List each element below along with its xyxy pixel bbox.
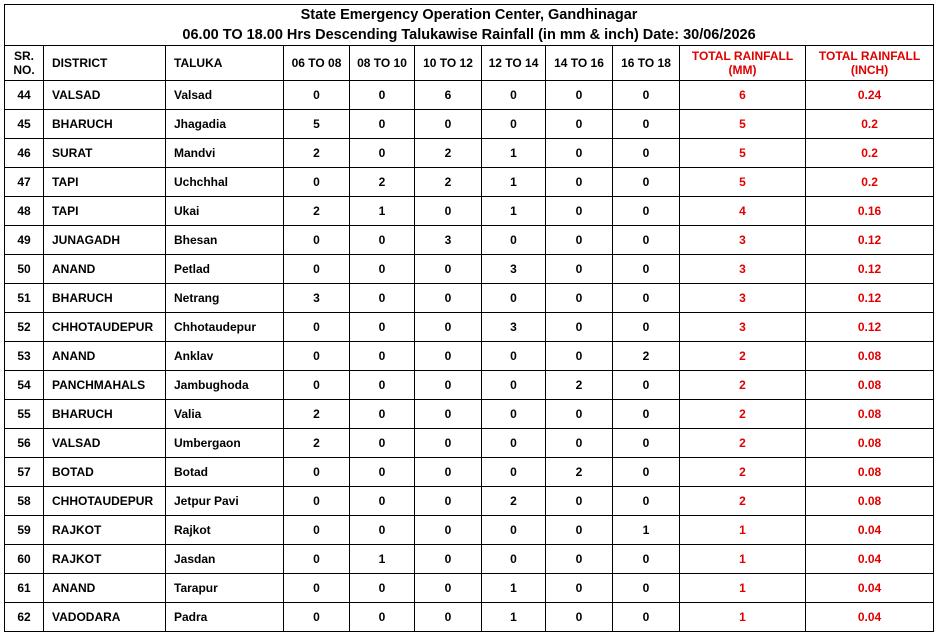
cell-rain-16-18: 0 xyxy=(613,255,680,284)
cell-taluka: Rajkot xyxy=(166,516,284,545)
cell-total-mm: 1 xyxy=(680,574,806,603)
cell-total-mm: 5 xyxy=(680,139,806,168)
cell-rain-10-12: 0 xyxy=(415,545,482,574)
cell-rain-14-16: 0 xyxy=(546,603,613,632)
cell-rain-14-16: 2 xyxy=(546,371,613,400)
cell-rain-16-18: 0 xyxy=(613,284,680,313)
table-row xyxy=(5,400,934,429)
cell-taluka: Anklav xyxy=(166,342,284,371)
cell-taluka: Jambughoda xyxy=(166,371,284,400)
cell-rain-10-12: 0 xyxy=(415,487,482,516)
cell-total-mm: 2 xyxy=(680,400,806,429)
table-row xyxy=(5,429,934,458)
cell-taluka: Valsad xyxy=(166,81,284,110)
report-title: State Emergency Operation Center, Gandhinagar xyxy=(5,5,934,26)
cell-sr-no: 60 xyxy=(5,545,44,574)
cell-taluka: Petlad xyxy=(166,255,284,284)
cell-district: PANCHMAHALS xyxy=(44,371,166,400)
cell-sr-no: 56 xyxy=(5,429,44,458)
cell-district: VADODARA xyxy=(44,603,166,632)
cell-rain-16-18: 0 xyxy=(613,81,680,110)
cell-sr-no: 52 xyxy=(5,313,44,342)
cell-district: BHARUCH xyxy=(44,284,166,313)
cell-total-mm: 6 xyxy=(680,81,806,110)
cell-total-mm: 5 xyxy=(680,110,806,139)
cell-sr-no: 58 xyxy=(5,487,44,516)
table-row xyxy=(5,342,934,371)
cell-district: ANAND xyxy=(44,342,166,371)
cell-rain-10-12: 0 xyxy=(415,313,482,342)
cell-rain-06-08: 3 xyxy=(284,284,350,313)
cell-rain-06-08: 0 xyxy=(284,458,350,487)
cell-rain-06-08: 0 xyxy=(284,81,350,110)
cell-total-inch: 0.12 xyxy=(806,313,934,342)
cell-rain-16-18: 1 xyxy=(613,516,680,545)
cell-rain-10-12: 0 xyxy=(415,342,482,371)
cell-rain-08-10: 0 xyxy=(350,400,415,429)
cell-rain-10-12: 0 xyxy=(415,574,482,603)
cell-total-mm: 2 xyxy=(680,429,806,458)
cell-taluka: Netrang xyxy=(166,284,284,313)
rainfall-table xyxy=(4,4,934,632)
cell-total-mm: 3 xyxy=(680,255,806,284)
cell-sr-no: 53 xyxy=(5,342,44,371)
cell-district: VALSAD xyxy=(44,429,166,458)
cell-rain-16-18: 0 xyxy=(613,603,680,632)
table-row xyxy=(5,197,934,226)
cell-rain-12-14: 0 xyxy=(482,371,546,400)
cell-district: CHHOTAUDEPUR xyxy=(44,487,166,516)
table-row xyxy=(5,255,934,284)
cell-district: VALSAD xyxy=(44,81,166,110)
table-row xyxy=(5,81,934,110)
cell-rain-06-08: 5 xyxy=(284,110,350,139)
cell-rain-08-10: 0 xyxy=(350,284,415,313)
col-10-12: 10 TO 12 xyxy=(415,46,482,81)
cell-total-inch: 0.04 xyxy=(806,545,934,574)
cell-rain-12-14: 1 xyxy=(482,139,546,168)
column-header-row xyxy=(5,46,934,81)
cell-rain-12-14: 0 xyxy=(482,516,546,545)
cell-rain-12-14: 0 xyxy=(482,545,546,574)
cell-rain-08-10: 0 xyxy=(350,429,415,458)
cell-rain-10-12: 2 xyxy=(415,139,482,168)
col-14-16: 14 TO 16 xyxy=(546,46,613,81)
cell-total-inch: 0.24 xyxy=(806,81,934,110)
cell-district: JUNAGADH xyxy=(44,226,166,255)
cell-total-mm: 3 xyxy=(680,284,806,313)
cell-rain-14-16: 0 xyxy=(546,429,613,458)
cell-taluka: Jhagadia xyxy=(166,110,284,139)
cell-district: TAPI xyxy=(44,168,166,197)
cell-taluka: Jetpur Pavi xyxy=(166,487,284,516)
cell-taluka: Bhesan xyxy=(166,226,284,255)
cell-rain-10-12: 0 xyxy=(415,255,482,284)
cell-rain-16-18: 0 xyxy=(613,574,680,603)
cell-rain-16-18: 0 xyxy=(613,139,680,168)
table-row xyxy=(5,110,934,139)
cell-rain-06-08: 0 xyxy=(284,342,350,371)
cell-rain-14-16: 0 xyxy=(546,226,613,255)
cell-rain-06-08: 2 xyxy=(284,400,350,429)
cell-sr-no: 54 xyxy=(5,371,44,400)
col-taluka: TALUKA xyxy=(166,46,284,81)
cell-total-mm: 1 xyxy=(680,603,806,632)
cell-rain-16-18: 0 xyxy=(613,429,680,458)
cell-sr-no: 55 xyxy=(5,400,44,429)
cell-total-inch: 0.08 xyxy=(806,429,934,458)
cell-rain-12-14: 0 xyxy=(482,458,546,487)
cell-district: BOTAD xyxy=(44,458,166,487)
cell-rain-14-16: 0 xyxy=(546,342,613,371)
cell-total-mm: 5 xyxy=(680,168,806,197)
cell-total-inch: 0.08 xyxy=(806,487,934,516)
cell-sr-no: 48 xyxy=(5,197,44,226)
table-row xyxy=(5,168,934,197)
col-district: DISTRICT xyxy=(44,46,166,81)
cell-sr-no: 57 xyxy=(5,458,44,487)
cell-total-inch: 0.04 xyxy=(806,574,934,603)
cell-rain-08-10: 2 xyxy=(350,168,415,197)
cell-rain-12-14: 1 xyxy=(482,197,546,226)
cell-rain-06-08: 0 xyxy=(284,603,350,632)
cell-rain-12-14: 0 xyxy=(482,400,546,429)
cell-rain-08-10: 1 xyxy=(350,197,415,226)
cell-district: ANAND xyxy=(44,255,166,284)
cell-rain-08-10: 0 xyxy=(350,574,415,603)
cell-rain-10-12: 6 xyxy=(415,81,482,110)
cell-rain-12-14: 0 xyxy=(482,110,546,139)
cell-sr-no: 59 xyxy=(5,516,44,545)
cell-total-inch: 0.2 xyxy=(806,110,934,139)
cell-rain-10-12: 2 xyxy=(415,168,482,197)
cell-rain-10-12: 0 xyxy=(415,197,482,226)
cell-total-inch: 0.08 xyxy=(806,342,934,371)
cell-rain-08-10: 0 xyxy=(350,458,415,487)
cell-total-inch: 0.2 xyxy=(806,168,934,197)
table-row xyxy=(5,313,934,342)
cell-rain-06-08: 0 xyxy=(284,168,350,197)
cell-total-inch: 0.2 xyxy=(806,139,934,168)
cell-rain-14-16: 0 xyxy=(546,81,613,110)
cell-sr-no: 47 xyxy=(5,168,44,197)
cell-rain-16-18: 0 xyxy=(613,458,680,487)
cell-rain-10-12: 3 xyxy=(415,226,482,255)
cell-taluka: Ukai xyxy=(166,197,284,226)
cell-total-inch: 0.12 xyxy=(806,226,934,255)
cell-rain-10-12: 0 xyxy=(415,603,482,632)
cell-district: TAPI xyxy=(44,197,166,226)
cell-rain-12-14: 1 xyxy=(482,603,546,632)
cell-taluka: Chhotaudepur xyxy=(166,313,284,342)
cell-sr-no: 49 xyxy=(5,226,44,255)
cell-rain-16-18: 0 xyxy=(613,371,680,400)
cell-rain-12-14: 0 xyxy=(482,81,546,110)
cell-total-mm: 2 xyxy=(680,342,806,371)
cell-rain-10-12: 0 xyxy=(415,400,482,429)
cell-rain-08-10: 0 xyxy=(350,313,415,342)
cell-rain-12-14: 3 xyxy=(482,313,546,342)
cell-sr-no: 50 xyxy=(5,255,44,284)
cell-rain-08-10: 0 xyxy=(350,371,415,400)
cell-rain-12-14: 0 xyxy=(482,284,546,313)
cell-rain-12-14: 2 xyxy=(482,487,546,516)
cell-rain-16-18: 0 xyxy=(613,313,680,342)
cell-rain-14-16: 0 xyxy=(546,168,613,197)
cell-rain-06-08: 0 xyxy=(284,226,350,255)
cell-rain-16-18: 0 xyxy=(613,168,680,197)
table-row xyxy=(5,458,934,487)
col-06-08: 06 TO 08 xyxy=(284,46,350,81)
table-row xyxy=(5,284,934,313)
cell-rain-10-12: 0 xyxy=(415,284,482,313)
cell-rain-14-16: 0 xyxy=(546,139,613,168)
cell-rain-16-18: 0 xyxy=(613,545,680,574)
cell-rain-14-16: 0 xyxy=(546,110,613,139)
cell-rain-16-18: 0 xyxy=(613,110,680,139)
cell-rain-06-08: 2 xyxy=(284,429,350,458)
cell-rain-08-10: 0 xyxy=(350,487,415,516)
cell-total-mm: 1 xyxy=(680,516,806,545)
cell-total-mm: 3 xyxy=(680,226,806,255)
cell-sr-no: 61 xyxy=(5,574,44,603)
cell-total-inch: 0.04 xyxy=(806,516,934,545)
cell-taluka: Mandvi xyxy=(166,139,284,168)
cell-district: RAJKOT xyxy=(44,516,166,545)
cell-rain-14-16: 2 xyxy=(546,458,613,487)
table-row xyxy=(5,603,934,632)
cell-rain-08-10: 0 xyxy=(350,81,415,110)
table-row xyxy=(5,487,934,516)
cell-sr-no: 62 xyxy=(5,603,44,632)
cell-rain-06-08: 0 xyxy=(284,371,350,400)
col-total-inch: TOTAL RAINFALL (INCH) xyxy=(806,46,934,81)
cell-taluka: Jasdan xyxy=(166,545,284,574)
cell-rain-12-14: 0 xyxy=(482,342,546,371)
cell-total-mm: 2 xyxy=(680,458,806,487)
cell-rain-06-08: 0 xyxy=(284,255,350,284)
cell-rain-16-18: 2 xyxy=(613,342,680,371)
cell-rain-06-08: 0 xyxy=(284,313,350,342)
cell-rain-16-18: 0 xyxy=(613,197,680,226)
cell-rain-06-08: 0 xyxy=(284,516,350,545)
cell-sr-no: 45 xyxy=(5,110,44,139)
cell-rain-14-16: 0 xyxy=(546,400,613,429)
cell-district: SURAT xyxy=(44,139,166,168)
cell-rain-08-10: 0 xyxy=(350,110,415,139)
cell-taluka: Uchchhal xyxy=(166,168,284,197)
cell-rain-14-16: 0 xyxy=(546,574,613,603)
cell-rain-16-18: 0 xyxy=(613,226,680,255)
cell-total-mm: 2 xyxy=(680,487,806,516)
cell-total-inch: 0.12 xyxy=(806,255,934,284)
cell-rain-10-12: 0 xyxy=(415,429,482,458)
cell-sr-no: 51 xyxy=(5,284,44,313)
col-08-10: 08 TO 10 xyxy=(350,46,415,81)
cell-rain-10-12: 0 xyxy=(415,371,482,400)
table-row xyxy=(5,226,934,255)
table-row xyxy=(5,545,934,574)
cell-total-inch: 0.16 xyxy=(806,197,934,226)
col-total-mm: TOTAL RAINFALL (MM) xyxy=(680,46,806,81)
cell-rain-14-16: 0 xyxy=(546,284,613,313)
cell-rain-16-18: 0 xyxy=(613,400,680,429)
cell-total-inch: 0.12 xyxy=(806,284,934,313)
cell-district: CHHOTAUDEPUR xyxy=(44,313,166,342)
table-row xyxy=(5,139,934,168)
cell-rain-14-16: 0 xyxy=(546,487,613,516)
report-subtitle: 06.00 TO 18.00 Hrs Descending Talukawise Rainfall (in mm & inch) Date: 30/06/2026 xyxy=(5,25,934,46)
cell-taluka: Padra xyxy=(166,603,284,632)
cell-rain-14-16: 0 xyxy=(546,255,613,284)
cell-rain-12-14: 1 xyxy=(482,168,546,197)
cell-taluka: Botad xyxy=(166,458,284,487)
cell-rain-10-12: 0 xyxy=(415,458,482,487)
cell-total-inch: 0.08 xyxy=(806,371,934,400)
cell-total-inch: 0.04 xyxy=(806,603,934,632)
col-sr-no: SR. NO. xyxy=(5,46,44,81)
cell-district: RAJKOT xyxy=(44,545,166,574)
table-row xyxy=(5,574,934,603)
cell-rain-08-10: 0 xyxy=(350,226,415,255)
cell-rain-08-10: 0 xyxy=(350,516,415,545)
cell-rain-08-10: 0 xyxy=(350,255,415,284)
cell-rain-14-16: 0 xyxy=(546,313,613,342)
cell-rain-10-12: 0 xyxy=(415,110,482,139)
cell-sr-no: 44 xyxy=(5,81,44,110)
cell-rain-12-14: 0 xyxy=(482,429,546,458)
cell-rain-06-08: 0 xyxy=(284,574,350,603)
table-body xyxy=(5,81,934,632)
cell-total-inch: 0.08 xyxy=(806,400,934,429)
cell-rain-12-14: 1 xyxy=(482,574,546,603)
cell-rain-10-12: 0 xyxy=(415,516,482,545)
cell-rain-08-10: 1 xyxy=(350,545,415,574)
table-row xyxy=(5,371,934,400)
cell-rain-14-16: 0 xyxy=(546,197,613,226)
cell-rain-14-16: 0 xyxy=(546,545,613,574)
col-16-18: 16 TO 18 xyxy=(613,46,680,81)
cell-district: ANAND xyxy=(44,574,166,603)
cell-district: BHARUCH xyxy=(44,400,166,429)
cell-total-inch: 0.08 xyxy=(806,458,934,487)
cell-total-mm: 4 xyxy=(680,197,806,226)
cell-rain-14-16: 0 xyxy=(546,516,613,545)
cell-taluka: Tarapur xyxy=(166,574,284,603)
cell-total-mm: 1 xyxy=(680,545,806,574)
cell-rain-16-18: 0 xyxy=(613,487,680,516)
cell-rain-06-08: 0 xyxy=(284,545,350,574)
cell-rain-06-08: 0 xyxy=(284,487,350,516)
cell-total-mm: 2 xyxy=(680,371,806,400)
cell-rain-12-14: 0 xyxy=(482,226,546,255)
cell-sr-no: 46 xyxy=(5,139,44,168)
cell-rain-06-08: 2 xyxy=(284,197,350,226)
cell-taluka: Valia xyxy=(166,400,284,429)
cell-taluka: Umbergaon xyxy=(166,429,284,458)
cell-district: BHARUCH xyxy=(44,110,166,139)
cell-rain-08-10: 0 xyxy=(350,139,415,168)
col-12-14: 12 TO 14 xyxy=(482,46,546,81)
cell-total-mm: 3 xyxy=(680,313,806,342)
table-row xyxy=(5,516,934,545)
cell-rain-06-08: 2 xyxy=(284,139,350,168)
cell-rain-08-10: 0 xyxy=(350,342,415,371)
rainfall-report xyxy=(4,4,933,632)
cell-rain-08-10: 0 xyxy=(350,603,415,632)
cell-rain-12-14: 3 xyxy=(482,255,546,284)
